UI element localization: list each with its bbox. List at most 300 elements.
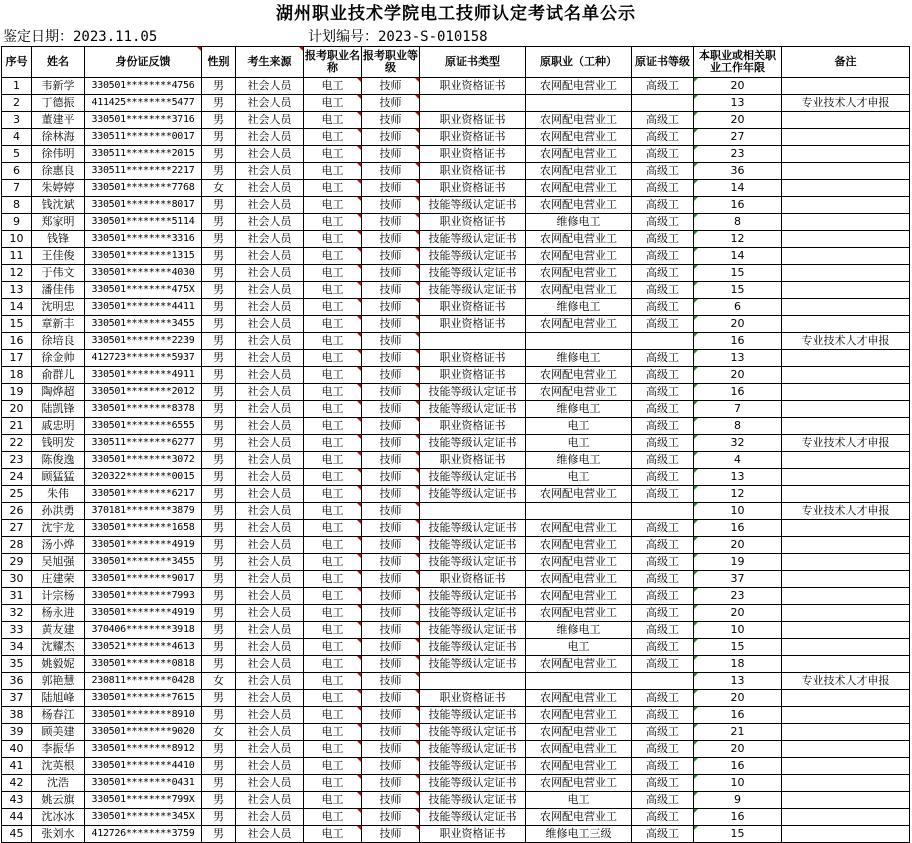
cell-source[interactable]: 社会人员 <box>236 571 304 588</box>
cell-orig-occupation[interactable]: 维修电工 <box>526 214 632 231</box>
cell-orig-occupation[interactable]: 农网配电营业工 <box>526 537 632 554</box>
cell-remark[interactable]: 专业技术人才申报 <box>782 333 910 350</box>
cell-level[interactable]: 技师 <box>362 792 420 809</box>
cell-source[interactable]: 社会人员 <box>236 741 304 758</box>
cell-id[interactable]: 320322********0015 <box>85 469 202 486</box>
cell-occupation[interactable]: 电工 <box>304 486 362 503</box>
cell-id[interactable]: 330511********2217 <box>85 163 202 180</box>
cell-gender[interactable]: 男 <box>202 469 236 486</box>
cell-remark[interactable] <box>782 758 910 775</box>
cell-name[interactable]: 董建平 <box>32 112 85 129</box>
cell-level[interactable]: 技师 <box>362 622 420 639</box>
cell-level[interactable]: 技师 <box>362 299 420 316</box>
col-header-orig-occupation[interactable]: 原职业（工种） <box>526 47 632 78</box>
cell-source[interactable]: 社会人员 <box>236 588 304 605</box>
cell-remark[interactable]: 专业技术人才申报 <box>782 673 910 690</box>
cell-no[interactable]: 31 <box>2 588 32 605</box>
cell-remark[interactable] <box>782 180 910 197</box>
cell-no[interactable]: 38 <box>2 707 32 724</box>
cell-id[interactable]: 330501********0431 <box>85 775 202 792</box>
cell-cert-level[interactable]: 高级工 <box>632 537 694 554</box>
cell-name[interactable]: 章新丰 <box>32 316 85 333</box>
cell-cert-type[interactable]: 技能等级认定证书 <box>420 265 526 282</box>
cell-id[interactable]: 330501********4411 <box>85 299 202 316</box>
cell-no[interactable]: 37 <box>2 690 32 707</box>
cell-years[interactable]: 10 <box>694 503 782 520</box>
cell-source[interactable]: 社会人员 <box>236 537 304 554</box>
cell-occupation[interactable]: 电工 <box>304 180 362 197</box>
cell-source[interactable]: 社会人员 <box>236 690 304 707</box>
cell-no[interactable]: 4 <box>2 129 32 146</box>
cell-name[interactable]: 黄友建 <box>32 622 85 639</box>
cell-level[interactable]: 技师 <box>362 588 420 605</box>
cell-gender[interactable]: 女 <box>202 724 236 741</box>
cell-source[interactable]: 社会人员 <box>236 401 304 418</box>
cell-no[interactable]: 5 <box>2 146 32 163</box>
cell-years[interactable]: 16 <box>694 197 782 214</box>
cell-source[interactable]: 社会人员 <box>236 639 304 656</box>
cell-cert-type[interactable]: 技能等级认定证书 <box>420 639 526 656</box>
cell-cert-type[interactable]: 技能等级认定证书 <box>420 588 526 605</box>
cell-gender[interactable]: 男 <box>202 571 236 588</box>
cell-source[interactable]: 社会人员 <box>236 112 304 129</box>
cell-id[interactable]: 330501********3455 <box>85 554 202 571</box>
cell-level[interactable]: 技师 <box>362 554 420 571</box>
cell-gender[interactable]: 男 <box>202 707 236 724</box>
cell-no[interactable]: 24 <box>2 469 32 486</box>
cell-level[interactable]: 技师 <box>362 639 420 656</box>
cell-name[interactable]: 徐培良 <box>32 333 85 350</box>
cell-name[interactable]: 陆旭峰 <box>32 690 85 707</box>
cell-cert-type[interactable]: 职业资格证书 <box>420 214 526 231</box>
cell-id[interactable]: 330501********3455 <box>85 316 202 333</box>
col-header-no[interactable]: 序号 <box>2 47 32 78</box>
cell-level[interactable]: 技师 <box>362 758 420 775</box>
cell-name[interactable]: 张刘水 <box>32 826 85 843</box>
cell-id[interactable]: 330501********1315 <box>85 248 202 265</box>
cell-source[interactable]: 社会人员 <box>236 775 304 792</box>
cell-id[interactable]: 330501********1658 <box>85 520 202 537</box>
cell-occupation[interactable]: 电工 <box>304 418 362 435</box>
cell-level[interactable]: 技师 <box>362 112 420 129</box>
cell-orig-occupation[interactable]: 农网配电营业工 <box>526 146 632 163</box>
cell-cert-level[interactable]: 高级工 <box>632 265 694 282</box>
cell-cert-type[interactable] <box>420 673 526 690</box>
cell-years[interactable]: 6 <box>694 299 782 316</box>
cell-no[interactable]: 18 <box>2 367 32 384</box>
cell-cert-level[interactable]: 高级工 <box>632 435 694 452</box>
cell-years[interactable]: 12 <box>694 486 782 503</box>
cell-source[interactable]: 社会人员 <box>236 435 304 452</box>
cell-cert-level[interactable]: 高级工 <box>632 146 694 163</box>
cell-no[interactable]: 44 <box>2 809 32 826</box>
cell-orig-occupation[interactable]: 农网配电营业工 <box>526 741 632 758</box>
cell-cert-type[interactable]: 技能等级认定证书 <box>420 486 526 503</box>
cell-occupation[interactable]: 电工 <box>304 656 362 673</box>
cell-cert-level[interactable]: 高级工 <box>632 571 694 588</box>
cell-cert-level[interactable]: 高级工 <box>632 350 694 367</box>
cell-no[interactable]: 41 <box>2 758 32 775</box>
cell-source[interactable]: 社会人员 <box>236 384 304 401</box>
cell-level[interactable]: 技师 <box>362 180 420 197</box>
cell-cert-level[interactable]: 高级工 <box>632 163 694 180</box>
cell-source[interactable]: 社会人员 <box>236 78 304 95</box>
cell-years[interactable]: 16 <box>694 707 782 724</box>
cell-level[interactable]: 技师 <box>362 741 420 758</box>
cell-id[interactable]: 330501********345X <box>85 809 202 826</box>
cell-source[interactable]: 社会人员 <box>236 554 304 571</box>
cell-gender[interactable]: 男 <box>202 775 236 792</box>
cell-remark[interactable] <box>782 367 910 384</box>
cell-id[interactable]: 330501********7615 <box>85 690 202 707</box>
cell-cert-level[interactable]: 高级工 <box>632 180 694 197</box>
cell-cert-type[interactable]: 职业资格证书 <box>420 78 526 95</box>
cell-name[interactable]: 吴旭强 <box>32 554 85 571</box>
cell-name[interactable]: 杨永进 <box>32 605 85 622</box>
cell-cert-level[interactable]: 高级工 <box>632 724 694 741</box>
cell-cert-level[interactable]: 高级工 <box>632 520 694 537</box>
cell-years[interactable]: 20 <box>694 537 782 554</box>
cell-no[interactable]: 20 <box>2 401 32 418</box>
cell-source[interactable]: 社会人员 <box>236 350 304 367</box>
cell-level[interactable]: 技师 <box>362 95 420 112</box>
cell-no[interactable]: 36 <box>2 673 32 690</box>
cell-source[interactable]: 社会人员 <box>236 197 304 214</box>
cell-gender[interactable]: 男 <box>202 146 236 163</box>
cell-no[interactable]: 8 <box>2 197 32 214</box>
cell-cert-type[interactable]: 职业资格证书 <box>420 350 526 367</box>
cell-cert-type[interactable]: 技能等级认定证书 <box>420 707 526 724</box>
cell-level[interactable]: 技师 <box>362 401 420 418</box>
cell-orig-occupation[interactable]: 电工 <box>526 792 632 809</box>
cell-orig-occupation[interactable]: 农网配电营业工 <box>526 605 632 622</box>
cell-cert-level[interactable]: 高级工 <box>632 758 694 775</box>
cell-remark[interactable] <box>782 146 910 163</box>
cell-id[interactable]: 330511********0017 <box>85 129 202 146</box>
cell-years[interactable]: 10 <box>694 622 782 639</box>
cell-remark[interactable] <box>782 248 910 265</box>
cell-name[interactable]: 徐金帅 <box>32 350 85 367</box>
cell-occupation[interactable]: 电工 <box>304 775 362 792</box>
cell-remark[interactable] <box>782 537 910 554</box>
cell-cert-type[interactable]: 职业资格证书 <box>420 316 526 333</box>
cell-cert-level[interactable] <box>632 673 694 690</box>
cell-level[interactable]: 技师 <box>362 78 420 95</box>
cell-cert-type[interactable]: 职业资格证书 <box>420 418 526 435</box>
cell-source[interactable]: 社会人员 <box>236 163 304 180</box>
cell-remark[interactable] <box>782 605 910 622</box>
cell-id[interactable]: 330501********0818 <box>85 656 202 673</box>
cell-years[interactable]: 15 <box>694 282 782 299</box>
cell-occupation[interactable]: 电工 <box>304 265 362 282</box>
cell-name[interactable]: 顾美建 <box>32 724 85 741</box>
cell-name[interactable]: 计宗杨 <box>32 588 85 605</box>
cell-occupation[interactable]: 电工 <box>304 112 362 129</box>
cell-remark[interactable] <box>782 384 910 401</box>
cell-name[interactable]: 顾猛猛 <box>32 469 85 486</box>
cell-cert-type[interactable]: 技能等级认定证书 <box>420 775 526 792</box>
cell-name[interactable]: 李振华 <box>32 741 85 758</box>
cell-id[interactable]: 330501********4919 <box>85 605 202 622</box>
cell-occupation[interactable]: 电工 <box>304 163 362 180</box>
cell-cert-level[interactable]: 高级工 <box>632 809 694 826</box>
cell-orig-occupation[interactable] <box>526 673 632 690</box>
cell-cert-type[interactable]: 技能等级认定证书 <box>420 231 526 248</box>
cell-remark[interactable] <box>782 316 910 333</box>
cell-level[interactable]: 技师 <box>362 537 420 554</box>
cell-remark[interactable] <box>782 486 910 503</box>
cell-name[interactable]: 徐林海 <box>32 129 85 146</box>
cell-years[interactable]: 20 <box>694 367 782 384</box>
cell-orig-occupation[interactable]: 农网配电营业工 <box>526 724 632 741</box>
cell-cert-type[interactable]: 职业资格证书 <box>420 452 526 469</box>
cell-cert-type[interactable]: 职业资格证书 <box>420 146 526 163</box>
cell-cert-level[interactable]: 高级工 <box>632 469 694 486</box>
cell-gender[interactable]: 女 <box>202 180 236 197</box>
cell-orig-occupation[interactable]: 农网配电营业工 <box>526 707 632 724</box>
cell-orig-occupation[interactable]: 农网配电营业工 <box>526 809 632 826</box>
cell-gender[interactable]: 男 <box>202 452 236 469</box>
cell-cert-level[interactable] <box>632 333 694 350</box>
cell-cert-type[interactable]: 技能等级认定证书 <box>420 809 526 826</box>
cell-name[interactable]: 郑家明 <box>32 214 85 231</box>
cell-years[interactable]: 20 <box>694 78 782 95</box>
cell-id[interactable]: 330511********2015 <box>85 146 202 163</box>
cell-gender[interactable]: 男 <box>202 95 236 112</box>
cell-name[interactable]: 汤小烨 <box>32 537 85 554</box>
cell-occupation[interactable]: 电工 <box>304 316 362 333</box>
cell-id[interactable]: 330501********7993 <box>85 588 202 605</box>
cell-occupation[interactable]: 电工 <box>304 690 362 707</box>
cell-years[interactable]: 10 <box>694 775 782 792</box>
cell-cert-level[interactable]: 高级工 <box>632 775 694 792</box>
cell-gender[interactable]: 男 <box>202 486 236 503</box>
cell-source[interactable]: 社会人员 <box>236 826 304 843</box>
cell-cert-level[interactable]: 高级工 <box>632 248 694 265</box>
cell-orig-occupation[interactable]: 农网配电营业工 <box>526 197 632 214</box>
col-header-remark[interactable]: 备注 <box>782 47 910 78</box>
cell-occupation[interactable]: 电工 <box>304 435 362 452</box>
cell-cert-type[interactable]: 技能等级认定证书 <box>420 741 526 758</box>
cell-no[interactable]: 25 <box>2 486 32 503</box>
cell-remark[interactable]: 专业技术人才申报 <box>782 95 910 112</box>
cell-source[interactable]: 社会人员 <box>236 180 304 197</box>
cell-years[interactable]: 8 <box>694 214 782 231</box>
cell-cert-type[interactable]: 技能等级认定证书 <box>420 656 526 673</box>
cell-source[interactable]: 社会人员 <box>236 265 304 282</box>
cell-cert-level[interactable]: 高级工 <box>632 367 694 384</box>
cell-id[interactable]: 330501********5114 <box>85 214 202 231</box>
cell-level[interactable]: 技师 <box>362 214 420 231</box>
cell-gender[interactable]: 男 <box>202 316 236 333</box>
cell-level[interactable]: 技师 <box>362 333 420 350</box>
cell-id[interactable]: 330501********4911 <box>85 367 202 384</box>
cell-no[interactable]: 42 <box>2 775 32 792</box>
cell-id[interactable]: 330501********475X <box>85 282 202 299</box>
cell-remark[interactable] <box>782 231 910 248</box>
cell-no[interactable]: 26 <box>2 503 32 520</box>
cell-source[interactable]: 社会人员 <box>236 129 304 146</box>
cell-gender[interactable]: 男 <box>202 605 236 622</box>
cell-remark[interactable] <box>782 724 910 741</box>
cell-cert-level[interactable]: 高级工 <box>632 231 694 248</box>
cell-name[interactable]: 钱锋 <box>32 231 85 248</box>
cell-cert-level[interactable]: 高级工 <box>632 622 694 639</box>
cell-occupation[interactable]: 电工 <box>304 129 362 146</box>
cell-level[interactable]: 技师 <box>362 605 420 622</box>
cell-remark[interactable] <box>782 690 910 707</box>
cell-gender[interactable]: 男 <box>202 231 236 248</box>
cell-years[interactable]: 12 <box>694 231 782 248</box>
cell-source[interactable]: 社会人员 <box>236 673 304 690</box>
cell-remark[interactable] <box>782 350 910 367</box>
cell-orig-occupation[interactable]: 农网配电营业工 <box>526 112 632 129</box>
cell-occupation[interactable]: 电工 <box>304 231 362 248</box>
cell-cert-type[interactable]: 技能等级认定证书 <box>420 282 526 299</box>
cell-cert-type[interactable]: 职业资格证书 <box>420 163 526 180</box>
cell-level[interactable]: 技师 <box>362 248 420 265</box>
cell-name[interactable]: 郭艳慧 <box>32 673 85 690</box>
cell-name[interactable]: 钱沈斌 <box>32 197 85 214</box>
cell-cert-type[interactable]: 职业资格证书 <box>420 112 526 129</box>
cell-cert-type[interactable]: 职业资格证书 <box>420 826 526 843</box>
cell-cert-level[interactable] <box>632 503 694 520</box>
cell-gender[interactable]: 男 <box>202 554 236 571</box>
cell-name[interactable]: 沈英根 <box>32 758 85 775</box>
cell-occupation[interactable]: 电工 <box>304 469 362 486</box>
cell-years[interactable]: 32 <box>694 435 782 452</box>
cell-occupation[interactable]: 电工 <box>304 588 362 605</box>
cell-source[interactable]: 社会人员 <box>236 333 304 350</box>
cell-occupation[interactable]: 电工 <box>304 537 362 554</box>
cell-orig-occupation[interactable]: 农网配电营业工 <box>526 486 632 503</box>
cell-id[interactable]: 330501********2012 <box>85 384 202 401</box>
cell-remark[interactable] <box>782 775 910 792</box>
cell-id[interactable]: 330521********4613 <box>85 639 202 656</box>
cell-id[interactable]: 370181********3879 <box>85 503 202 520</box>
cell-cert-type[interactable] <box>420 333 526 350</box>
cell-years[interactable]: 18 <box>694 656 782 673</box>
cell-level[interactable]: 技师 <box>362 231 420 248</box>
cell-orig-occupation[interactable]: 农网配电营业工 <box>526 180 632 197</box>
cell-cert-level[interactable]: 高级工 <box>632 299 694 316</box>
cell-orig-occupation[interactable]: 维修电工 <box>526 452 632 469</box>
cell-occupation[interactable]: 电工 <box>304 78 362 95</box>
cell-name[interactable]: 陶烨超 <box>32 384 85 401</box>
cell-gender[interactable]: 男 <box>202 265 236 282</box>
cell-name[interactable]: 陈俊逸 <box>32 452 85 469</box>
cell-id[interactable]: 411425********5477 <box>85 95 202 112</box>
cell-remark[interactable] <box>782 418 910 435</box>
cell-occupation[interactable]: 电工 <box>304 452 362 469</box>
cell-gender[interactable]: 男 <box>202 741 236 758</box>
cell-years[interactable]: 13 <box>694 673 782 690</box>
cell-occupation[interactable]: 电工 <box>304 146 362 163</box>
cell-cert-type[interactable]: 职业资格证书 <box>420 367 526 384</box>
cell-orig-occupation[interactable] <box>526 95 632 112</box>
cell-no[interactable]: 22 <box>2 435 32 452</box>
cell-level[interactable]: 技师 <box>362 452 420 469</box>
cell-orig-occupation[interactable]: 维修电工 <box>526 622 632 639</box>
cell-orig-occupation[interactable]: 农网配电营业工 <box>526 588 632 605</box>
cell-source[interactable]: 社会人员 <box>236 469 304 486</box>
cell-cert-type[interactable]: 技能等级认定证书 <box>420 248 526 265</box>
cell-orig-occupation[interactable]: 农网配电营业工 <box>526 758 632 775</box>
col-header-cert-type[interactable]: 原证书类型 <box>420 47 526 78</box>
cell-orig-occupation[interactable]: 电工 <box>526 639 632 656</box>
cell-occupation[interactable]: 电工 <box>304 401 362 418</box>
cell-no[interactable]: 17 <box>2 350 32 367</box>
cell-id[interactable]: 330501********3716 <box>85 112 202 129</box>
cell-gender[interactable]: 男 <box>202 384 236 401</box>
cell-gender[interactable]: 男 <box>202 656 236 673</box>
cell-source[interactable]: 社会人员 <box>236 452 304 469</box>
cell-gender[interactable]: 男 <box>202 333 236 350</box>
cell-years[interactable]: 9 <box>694 792 782 809</box>
cell-cert-type[interactable]: 技能等级认定证书 <box>420 622 526 639</box>
cell-remark[interactable] <box>782 197 910 214</box>
cell-name[interactable]: 姚毅妮 <box>32 656 85 673</box>
cell-orig-occupation[interactable]: 农网配电营业工 <box>526 129 632 146</box>
cell-orig-occupation[interactable]: 电工 <box>526 469 632 486</box>
cell-name[interactable]: 戚忠明 <box>32 418 85 435</box>
cell-occupation[interactable]: 电工 <box>304 299 362 316</box>
cell-years[interactable]: 8 <box>694 418 782 435</box>
cell-occupation[interactable]: 电工 <box>304 197 362 214</box>
cell-remark[interactable] <box>782 588 910 605</box>
cell-cert-level[interactable]: 高级工 <box>632 588 694 605</box>
cell-id[interactable]: 330501********6555 <box>85 418 202 435</box>
cell-no[interactable]: 39 <box>2 724 32 741</box>
col-header-occupation[interactable]: 报考职业名称 <box>304 47 362 78</box>
cell-occupation[interactable]: 电工 <box>304 95 362 112</box>
cell-cert-level[interactable]: 高级工 <box>632 554 694 571</box>
cell-occupation[interactable]: 电工 <box>304 554 362 571</box>
cell-no[interactable]: 28 <box>2 537 32 554</box>
cell-cert-level[interactable]: 高级工 <box>632 418 694 435</box>
cell-level[interactable]: 技师 <box>362 571 420 588</box>
cell-no[interactable]: 35 <box>2 656 32 673</box>
cell-gender[interactable]: 男 <box>202 758 236 775</box>
cell-cert-level[interactable]: 高级工 <box>632 690 694 707</box>
cell-level[interactable]: 技师 <box>362 197 420 214</box>
cell-years[interactable]: 23 <box>694 146 782 163</box>
cell-cert-type[interactable]: 技能等级认定证书 <box>420 758 526 775</box>
cell-occupation[interactable]: 电工 <box>304 639 362 656</box>
cell-name[interactable]: 朱伟 <box>32 486 85 503</box>
cell-source[interactable]: 社会人员 <box>236 367 304 384</box>
cell-level[interactable]: 技师 <box>362 469 420 486</box>
cell-years[interactable]: 20 <box>694 605 782 622</box>
cell-occupation[interactable]: 电工 <box>304 384 362 401</box>
cell-source[interactable]: 社会人员 <box>236 724 304 741</box>
cell-cert-level[interactable]: 高级工 <box>632 282 694 299</box>
cell-source[interactable]: 社会人员 <box>236 809 304 826</box>
cell-orig-occupation[interactable]: 农网配电营业工 <box>526 384 632 401</box>
cell-orig-occupation[interactable]: 维修电工 <box>526 299 632 316</box>
cell-id[interactable]: 330501********6217 <box>85 486 202 503</box>
cell-gender[interactable]: 男 <box>202 418 236 435</box>
cell-cert-type[interactable]: 职业资格证书 <box>420 299 526 316</box>
cell-name[interactable]: 俞群儿 <box>32 367 85 384</box>
cell-source[interactable]: 社会人员 <box>236 316 304 333</box>
cell-remark[interactable] <box>782 282 910 299</box>
cell-remark[interactable] <box>782 163 910 180</box>
cell-gender[interactable]: 男 <box>202 401 236 418</box>
cell-years[interactable]: 36 <box>694 163 782 180</box>
cell-source[interactable]: 社会人员 <box>236 792 304 809</box>
col-header-level[interactable]: 报考职业等级 <box>362 47 420 78</box>
